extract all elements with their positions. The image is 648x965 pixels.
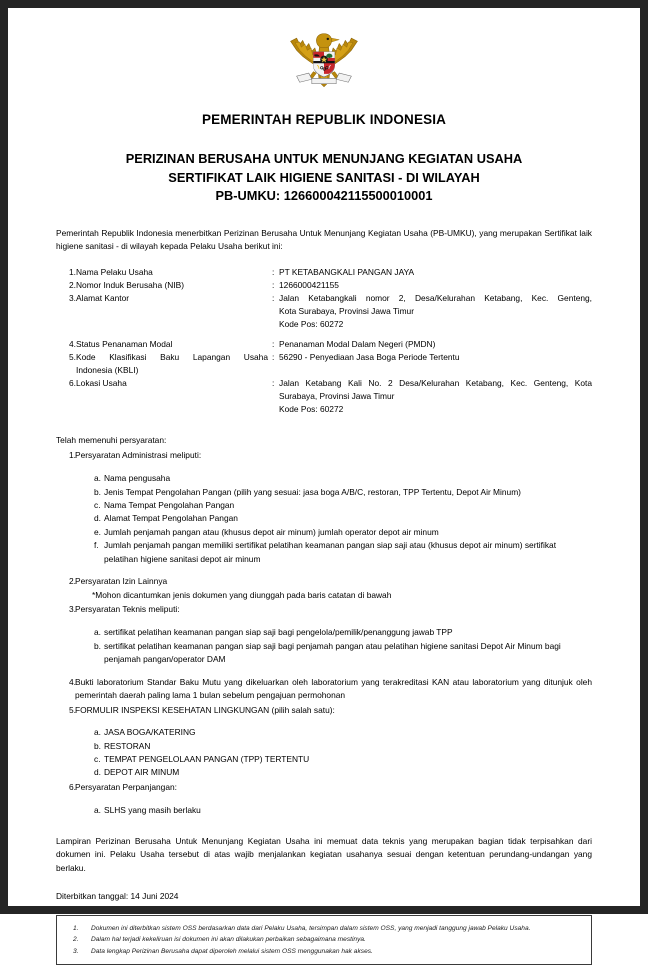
sub-item-b bbox=[56, 740, 592, 753]
requirement-2-note: *Mohon dicantumkan jenis dokumen yang diunggah pada baris catatan di bawah bbox=[92, 589, 392, 600]
field-label: Nomor Induk Berusaha (NIB) bbox=[76, 280, 184, 291]
sub-item-text: RESTORAN bbox=[104, 740, 151, 751]
field-value bbox=[279, 292, 592, 331]
sub-item-marker: d. bbox=[94, 513, 101, 524]
item-text: Persyaratan Perpanjangan: bbox=[75, 781, 177, 792]
value-line: Jalan Ketabangkali nomor 2, Desa/Kelurahan Ketabang, Kec. Genteng, bbox=[279, 293, 592, 304]
footer-notes-box bbox=[56, 915, 592, 965]
field-colon: : bbox=[272, 339, 275, 350]
field-colon: : bbox=[272, 352, 275, 363]
field-number: 6. bbox=[69, 378, 76, 389]
sub-item-marker: b. bbox=[94, 640, 101, 651]
item-text: Persyaratan Teknis meliputi: bbox=[75, 604, 180, 615]
sub-item-marker: c. bbox=[94, 753, 101, 764]
sub-item-text: sertifikat pelatihan keamanan pangan siap saji bagi penjamah pangan atau pelatihan higiene sanitasi Depot Air Minum bagi penjamah pangan/operator DAM bbox=[104, 640, 561, 665]
field-number: 2. bbox=[69, 280, 76, 291]
sub-item-text: sertifikat pelatihan keamanan pangan siap saji bagi pengelola/pemilik/penanggung jawab TPP bbox=[104, 627, 453, 638]
value-line: Penanaman Modal Dalam Negeri (PMDN) bbox=[279, 339, 436, 350]
intro-paragraph: Pemerintah Republik Indonesia menerbitkan Perizinan Berusaha Untuk Menunjang Kegiatan Usaha (PB-UMKU), yang merupakan Sertifikat laik higiene sanitasi - di wilayah kepada Pelaku Usaha berikut ini: bbox=[56, 227, 592, 252]
field-label bbox=[76, 351, 272, 377]
certificate-page bbox=[8, 8, 640, 955]
sub-item-d bbox=[56, 512, 592, 525]
field-label-line-2: Indonesia (KBLI) bbox=[76, 365, 139, 376]
field-label: Nama Pelaku Usaha bbox=[76, 267, 153, 278]
note-number: 3. bbox=[73, 947, 79, 955]
business-identity-fields bbox=[56, 266, 592, 416]
field-colon: : bbox=[272, 267, 275, 278]
requirement-5-sublist bbox=[56, 726, 592, 780]
sub-item-marker: a. bbox=[94, 473, 101, 484]
sub-item-marker: e. bbox=[94, 526, 101, 537]
field-value bbox=[279, 351, 592, 364]
field-row-kbli bbox=[56, 351, 592, 377]
field-row-status-penanaman-modal bbox=[56, 338, 592, 351]
field-label-line-1: Kode Klasifikasi Baku Lapangan Usaha bbox=[76, 352, 268, 363]
field-row-alamat-kantor bbox=[56, 292, 592, 331]
sub-item-text: SLHS yang masih berlaku bbox=[104, 805, 201, 816]
requirement-item-1 bbox=[56, 449, 592, 462]
value-line: 56290 - Penyediaan Jasa Boga Periode Tertentu bbox=[279, 352, 460, 363]
title-block bbox=[56, 112, 592, 206]
field-number: 5. bbox=[69, 352, 76, 363]
item-marker: 2. bbox=[69, 576, 76, 587]
field-value bbox=[279, 266, 592, 279]
requirement-item-2 bbox=[56, 575, 592, 588]
note-number: 1. bbox=[73, 924, 79, 932]
sub-item-text: Jenis Tempat Pengolahan Pangan (pilih yang sesuai: jasa boga A/B/C, restoran, TPP Tertentu, Depot Air Minum) bbox=[104, 486, 521, 497]
footer-note bbox=[67, 934, 581, 945]
value-line: Jalan Ketabang Kali No. 2 Desa/Kelurahan Ketabang, Kec. Genteng, Kota bbox=[279, 378, 592, 389]
sub-item-a bbox=[56, 472, 592, 485]
item-text: FORMULIR INSPEKSI KESEHATAN LINGKUNGAN (pilih salah satu): bbox=[75, 704, 335, 715]
item-text: Bukti laboratorium Standar Baku Mutu yang dikeluarkan oleh laboratorium yang terakreditasi KAN atau laboratorium yang ditunjuk oleh pemerintah daerah paling lama 1 bulan sebelum pengajuan permohonan bbox=[75, 676, 592, 701]
sub-item-f bbox=[56, 539, 592, 566]
requirement-1-sublist bbox=[56, 472, 592, 566]
field-number: 4. bbox=[69, 339, 76, 350]
page-title-permit bbox=[56, 150, 592, 206]
item-marker: 4. bbox=[69, 676, 76, 687]
field-colon: : bbox=[272, 280, 275, 291]
sub-item-marker: a. bbox=[94, 727, 101, 738]
field-value bbox=[279, 377, 592, 416]
sub-item-c bbox=[56, 499, 592, 512]
sub-item-marker: b. bbox=[94, 740, 101, 751]
value-line: PT KETABANGKALI PANGAN JAYA bbox=[279, 267, 415, 278]
item-marker: 3. bbox=[69, 604, 76, 615]
sub-item-a bbox=[56, 804, 592, 817]
footer-note bbox=[67, 946, 581, 957]
field-number: 1. bbox=[69, 267, 76, 278]
item-text: Persyaratan Izin Lainnya bbox=[75, 576, 168, 587]
item-marker: 5. bbox=[69, 704, 76, 715]
sub-item-marker: a. bbox=[94, 805, 101, 816]
field-colon: : bbox=[272, 293, 275, 304]
field-row-lokasi-usaha bbox=[56, 377, 592, 416]
sub-item-text: Nama Tempat Pengolahan Pangan bbox=[104, 499, 235, 510]
sub-item-marker: a. bbox=[94, 627, 101, 638]
value-line: Surabaya, Provinsi Jawa Timur bbox=[279, 391, 395, 402]
value-line: Kode Pos: 60272 bbox=[279, 319, 344, 330]
field-row-nib bbox=[56, 279, 592, 292]
sub-item-b bbox=[56, 486, 592, 499]
sub-item-text: Jumlah penjamah pangan atau (khusus depot air minum) jumlah operator depot air minum bbox=[104, 526, 439, 537]
emblem-container bbox=[56, 26, 592, 112]
sub-item-marker: d. bbox=[94, 767, 101, 778]
sub-item-text: Nama pengusaha bbox=[104, 473, 171, 484]
field-label: Lokasi Usaha bbox=[76, 378, 127, 389]
item-marker: 1. bbox=[69, 449, 76, 460]
sub-item-text: Jumlah penjamah pangan memiliki sertifikat pelatihan keamanan pangan siap saji atau (khusus depot air minum) sertifikat pelatihan higiene sanitasi depot air minum bbox=[104, 540, 557, 564]
value-line: Kota Surabaya, Provinsi Jawa Timur bbox=[279, 306, 414, 317]
field-row-nama-pelaku-usaha bbox=[56, 266, 592, 279]
requirement-item-6 bbox=[56, 781, 592, 794]
field-label: Status Penanaman Modal bbox=[76, 339, 173, 350]
sub-item-text: TEMPAT PENGELOLAAN PANGAN (TPP) TERTENTU bbox=[104, 753, 310, 764]
sub-item-d bbox=[56, 766, 592, 779]
sub-item-marker: c. bbox=[94, 499, 101, 510]
title-line-2: SERTIFIKAT LAIK HIGIENE SANITASI - DI WILAYAH bbox=[168, 169, 480, 185]
requirement-item-5 bbox=[56, 704, 592, 717]
title-line-1: PERIZINAN BERUSAHA UNTUK MENUNJANG KEGIATAN USAHA bbox=[125, 151, 523, 167]
field-colon: : bbox=[272, 378, 275, 389]
field-value bbox=[279, 338, 592, 351]
value-line: Kode Pos: 60272 bbox=[279, 404, 344, 415]
requirement-3-sublist bbox=[56, 626, 592, 666]
sub-item-text: DEPOT AIR MINUM bbox=[104, 767, 180, 778]
sub-item-c bbox=[56, 753, 592, 766]
requirement-6-sublist bbox=[56, 804, 592, 817]
requirements-heading: Telah memenuhi persyaratan: bbox=[56, 435, 167, 446]
note-text: Dokumen ini diterbitkan sistem OSS berdasarkan data dari Pelaku Usaha, tersimpan dalam sistem OSS, yang menjadi tanggung jawab Pelaku Usaha. bbox=[91, 924, 531, 932]
field-number: 3. bbox=[69, 293, 76, 304]
item-marker: 6. bbox=[69, 781, 76, 792]
note-text: Data lengkap Perizinan Berusaha dapat diperoleh melalui sistem OSS menggunakan hak akses. bbox=[91, 947, 373, 955]
requirement-item-4 bbox=[56, 676, 592, 703]
item-text: Persyaratan Administrasi meliputi: bbox=[75, 449, 202, 460]
footer-note bbox=[67, 923, 581, 934]
title-line-3-pbumku-number: PB-UMKU: 126600042115500010001 bbox=[215, 188, 433, 204]
field-value bbox=[279, 279, 592, 292]
field-label: Alamat Kantor bbox=[76, 293, 130, 304]
sub-item-a bbox=[56, 626, 592, 639]
sub-item-text: Alamat Tempat Pengolahan Pangan bbox=[104, 513, 238, 524]
sub-item-a bbox=[56, 726, 592, 739]
requirement-item-3 bbox=[56, 603, 592, 616]
note-text: Dalam hal terjadi kekeliruan isi dokumen ini akan dilakukan perbaikan sebagaimana mestinya. bbox=[91, 936, 366, 944]
page-title-government: PEMERINTAH REPUBLIK INDONESIA bbox=[201, 112, 447, 127]
value-line: 1266000421155 bbox=[279, 280, 339, 291]
issued-date: Diterbitkan tanggal: 14 Juni 2024 bbox=[56, 890, 179, 901]
sub-item-e bbox=[56, 526, 592, 539]
sub-item-marker: b. bbox=[94, 486, 101, 497]
note-number: 2. bbox=[73, 936, 79, 944]
sub-item-marker: f. bbox=[94, 540, 99, 551]
closing-paragraph: Lampiran Perizinan Berusaha Untuk Menunjang Kegiatan Usaha ini memuat data teknis yang merupakan bagian tidak terpisahkan dari dokumen ini. Pelaku Usaha tersebut di atas wajib menjalankan kegiatan usahanya sesuai dengan ketentuan perundang-undangan yang berlaku. bbox=[56, 835, 592, 873]
garuda-pancasila-emblem bbox=[286, 26, 362, 102]
sub-item-b bbox=[56, 640, 592, 667]
sub-item-text: JASA BOGA/KATERING bbox=[104, 727, 196, 738]
